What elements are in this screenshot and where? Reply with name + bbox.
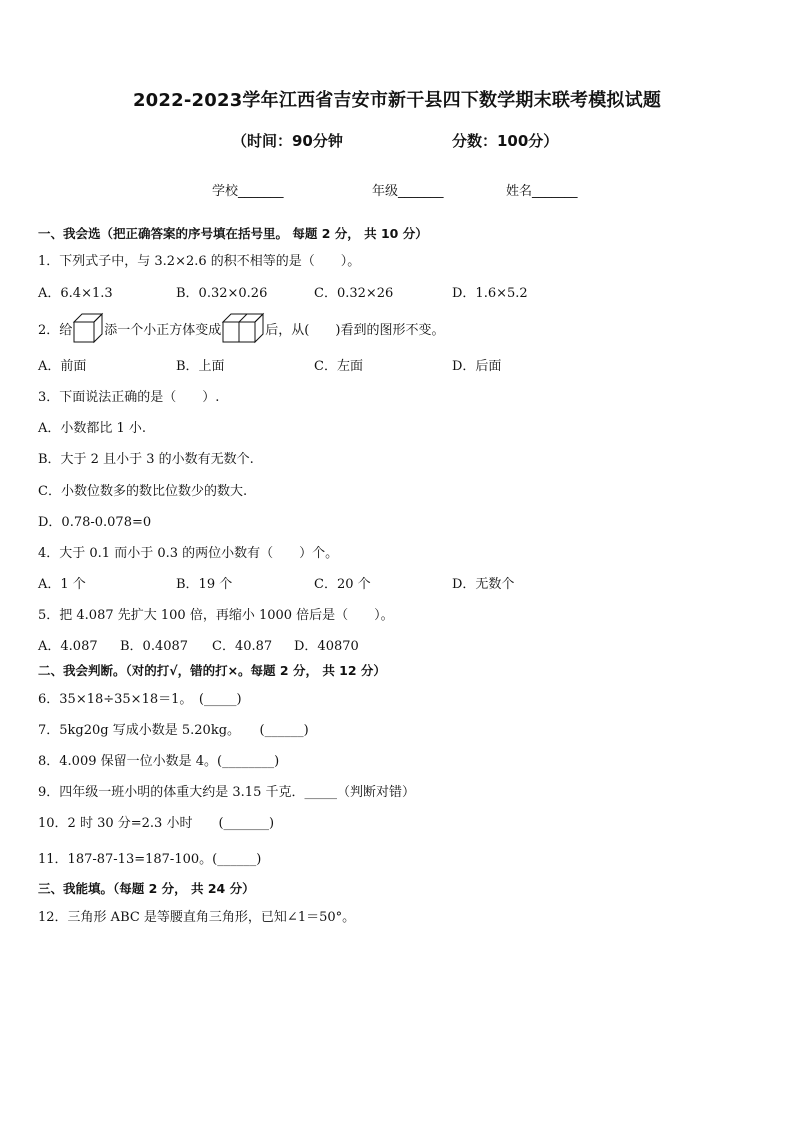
question-5: 5．把 4.087 先扩大 100 倍，再缩小 1000 倍后是（ ）。 [38, 608, 394, 623]
q2-option-c: C．左面 [314, 359, 363, 374]
question-6: 6．35×18÷35×18＝1。 (_____) [38, 692, 242, 707]
question-9: 9．四年级一班小明的体重大约是 3.15 千克．_____（判断对错） [38, 785, 415, 800]
section-1-heading: 一、我会选（把正确答案的序号填在括号里。 每题 2 分， 共 10 分） [38, 226, 428, 241]
single-cube-icon [72, 312, 104, 344]
q1-option-d: D．1.6×5.2 [452, 286, 528, 301]
q3-option-c: C．小数位数多的数比位数少的数大. [38, 484, 248, 499]
question-2 [38, 312, 444, 344]
name-field: 姓名_______ [506, 184, 578, 199]
question-7: 7．5kg20g 写成小数是 5.20kg。 (______) [38, 723, 309, 738]
section-3-heading: 三、我能填。（每题 2 分， 共 24 分） [38, 881, 255, 896]
q2-option-a: A．前面 [38, 359, 87, 374]
q1-option-b: B．0.32×0.26 [176, 286, 268, 301]
question-12: 12．三角形 ABC 是等腰直角三角形，已知∠1＝50°。 [38, 910, 356, 925]
q5-option-c: C．40.87 [212, 639, 273, 654]
q4-option-c: C．20 个 [314, 577, 371, 592]
q5-option-a: A．4.087 [38, 639, 98, 654]
q2-text-pre: 2．给 [38, 322, 73, 338]
school-field: 学校_______ [212, 184, 284, 199]
question-1: 1．下列式子中，与 3.2×2.6 的积不相等的是（ ）。 [38, 254, 361, 269]
q3-option-d: D．0.78-0.078=0 [38, 515, 152, 530]
q4-option-b: B．19 个 [176, 577, 233, 592]
q5-option-d: D．40870 [294, 639, 359, 654]
q4-option-a: A．1 个 [38, 577, 86, 592]
exam-time: （时间：90分钟 [232, 132, 343, 150]
grade-field: 年级_______ [372, 184, 444, 199]
question-10: 10．2 时 30 分=2.3 小时 (_______) [38, 816, 275, 831]
q4-option-d: D．无数个 [452, 577, 515, 592]
q2-option-b: B．上面 [176, 359, 225, 374]
question-8: 8．4.009 保留一位小数是 4。(________) [38, 754, 280, 769]
q5-option-b: B．0.4087 [120, 639, 189, 654]
exam-score: 分数：100分） [452, 132, 559, 150]
q2-text-post: 后，从( )看到的图形不变。 [265, 322, 445, 338]
page-title: 2022-2023学年江西省吉安市新干县四下数学期末联考模拟试题 [132, 90, 662, 111]
q2-text-mid: 添一个小正方体变成 [104, 322, 222, 338]
section-2-heading: 二、我会判断。（对的打√，错的打×。每题 2 分， 共 12 分） [38, 663, 386, 678]
q2-option-d: D．后面 [452, 359, 502, 374]
question-11: 11．187-87-13=187-100。(______) [38, 852, 262, 867]
question-4: 4．大于 0.1 而小于 0.3 的两位小数有（ ）个。 [38, 546, 339, 561]
q3-option-a: A．小数都比 1 小. [38, 421, 147, 436]
double-cube-icon [221, 312, 265, 344]
q1-option-c: C．0.32×26 [314, 286, 394, 301]
question-3: 3．下面说法正确的是（ ）. [38, 390, 220, 405]
q1-option-a: A．6.4×1.3 [38, 286, 113, 301]
q3-option-b: B．大于 2 且小于 3 的小数有无数个. [38, 452, 254, 467]
